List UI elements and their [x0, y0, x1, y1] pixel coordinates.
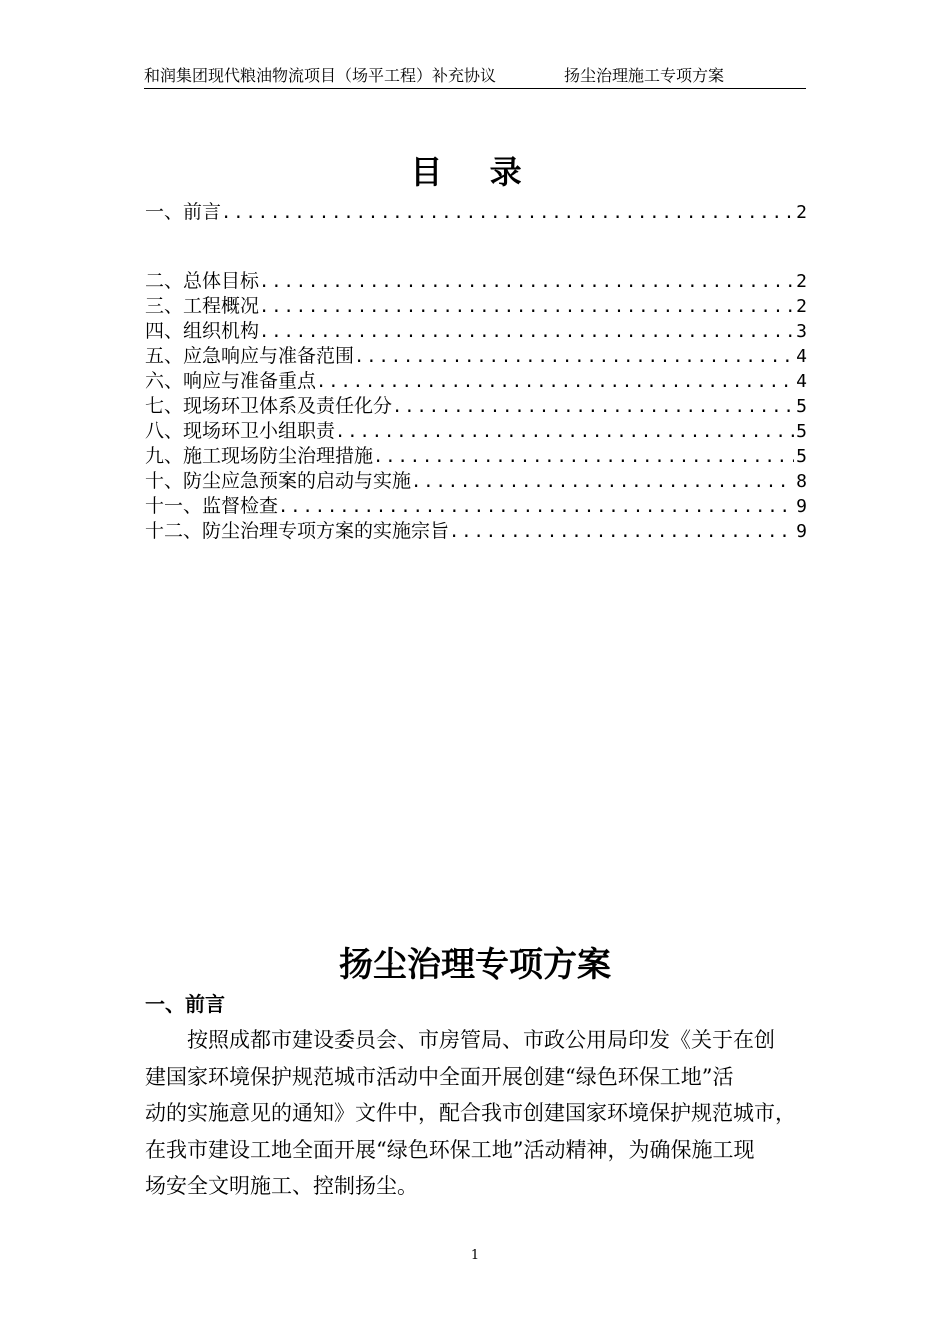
toc-leader-dots [278, 495, 794, 519]
header-document-title: 扬尘治理施工专项方案 [564, 66, 725, 85]
toc-entry[interactable] [145, 469, 807, 493]
toc-entry-page: 2 [796, 271, 807, 292]
toc-leader-dots [259, 270, 794, 294]
toc-leader-dots [373, 445, 794, 469]
toc-leader-dots [221, 201, 794, 225]
toc-entry-page: 4 [796, 371, 807, 392]
toc-entry-title: 三、工程概况 [145, 295, 260, 317]
toc-entry-title: 八、现场环卫小组职责 [145, 420, 336, 442]
toc-entry-page: 5 [796, 396, 807, 417]
toc-leader-dots [259, 320, 794, 344]
toc-entry-title: 一、前言 [145, 201, 222, 223]
toc-entry[interactable] [145, 319, 807, 343]
toc-title: 目 录 [410, 153, 540, 191]
toc-leader-dots [449, 520, 794, 544]
toc-entry-page: 9 [796, 521, 807, 542]
document-title: 扬尘治理专项方案 [339, 945, 611, 985]
toc-entry-title: 五、应急响应与准备范围 [145, 345, 355, 367]
toc-entry-title: 十二、防尘治理专项方案的实施宗旨 [145, 520, 450, 542]
toc-entry[interactable] [145, 394, 807, 418]
paragraph-line: 场安全文明施工、控制扬尘。 [145, 1174, 418, 1198]
toc-leader-dots [316, 370, 794, 394]
toc-entry-title: 二、总体目标 [145, 270, 260, 292]
paragraph-line: 动的实施意见的通知》文件中，配合我市创建国家环境保护规范城市， [145, 1101, 796, 1125]
toc-leader-dots [259, 295, 794, 319]
toc-entry-title: 六、响应与准备重点 [145, 370, 317, 392]
toc-entry-page: 5 [796, 446, 807, 467]
toc-leader-dots [392, 395, 794, 419]
toc-entry[interactable] [145, 344, 807, 368]
toc-entry-page: 2 [796, 296, 807, 317]
toc-entry[interactable] [145, 494, 807, 518]
toc-entry[interactable] [145, 294, 807, 318]
paragraph-line: 建国家环境保护规范城市活动中全面开展创建“绿色环保工地”活 [145, 1064, 734, 1089]
toc-entry[interactable] [145, 519, 807, 543]
toc-entry[interactable] [145, 369, 807, 393]
header-project-title: 和润集团现代粮油物流项目（场平工程）补充协议 [144, 66, 497, 85]
toc-leader-dots [335, 420, 794, 444]
toc-entry-title: 九、施工现场防尘治理措施 [145, 445, 374, 467]
paragraph-line: 按照成都市建设委员会、市房管局、市政公用局印发《关于在创 [145, 1028, 775, 1052]
toc-leader-dots [411, 470, 794, 494]
toc-entry[interactable] [145, 200, 807, 224]
toc-entry-title: 十一、监督检查 [145, 495, 279, 517]
page-number: 1 [470, 1248, 480, 1263]
toc-entry-title: 四、组织机构 [145, 320, 260, 342]
body-paragraph [145, 1022, 810, 1205]
toc-entry[interactable] [145, 269, 807, 293]
toc-entry-page: 2 [796, 202, 807, 223]
toc-entry-page: 5 [796, 421, 807, 442]
toc-entry[interactable] [145, 419, 807, 443]
toc-leader-dots [354, 345, 794, 369]
section-heading: 一、前言 [145, 992, 225, 1016]
toc-entry[interactable] [145, 444, 807, 468]
toc-entry-title: 十、防尘应急预案的启动与实施 [145, 470, 412, 492]
toc-entry-page: 8 [796, 471, 807, 492]
toc-entry-page: 3 [796, 321, 807, 342]
paragraph-line: 在我市建设工地全面开展“绿色环保工地”活动精神，为确保施工现 [145, 1137, 755, 1162]
toc-entry-page: 9 [796, 496, 807, 517]
page-header [144, 66, 806, 89]
toc-entry-title: 七、现场环卫体系及责任化分 [145, 395, 393, 417]
toc-entry-page: 4 [796, 346, 807, 367]
